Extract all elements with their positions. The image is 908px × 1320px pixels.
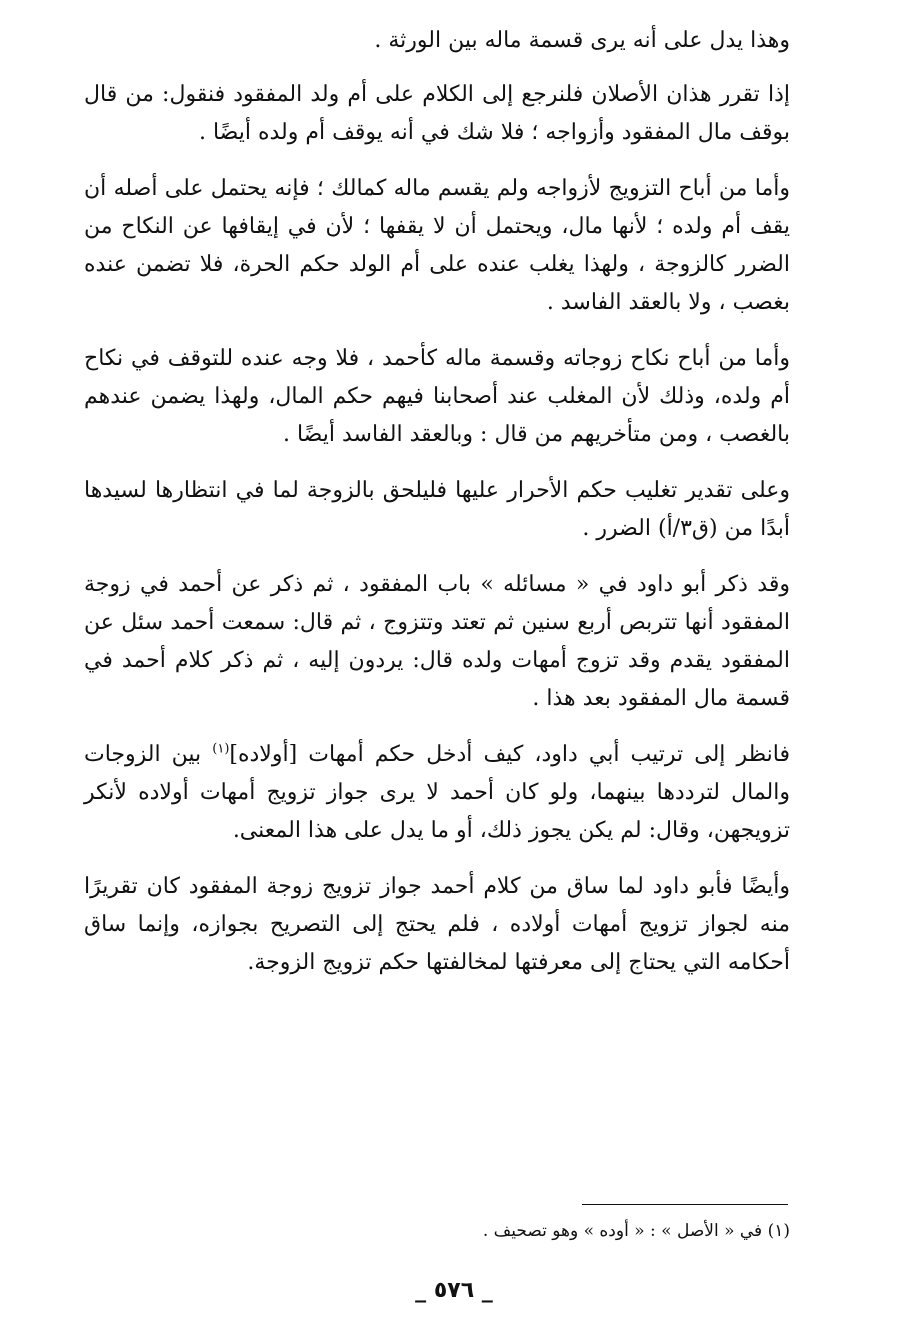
paragraph-1: وهذا يدل على أنه يرى قسمة ماله بين الورثة .: [374, 28, 790, 53]
footnote-reference: (١): [212, 741, 230, 757]
paragraph-7: [84, 736, 790, 850]
paragraph-8: وأيضًا فأبو داود لما ساق من كلام أحمد جواز تزويج زوجة المفقود كان تقريرًا منه لجواز تزويج أمهات أولاده ، فلم يحتج إلى التصريح بجوازه، وإنما ساق أحكامه التي يحتاج إلى معرفتها لمخالفتها حكم تزويج الزوجة.: [84, 874, 790, 975]
paragraph-5: وعلى تقدير تغليب حكم الأحرار عليها فليلحق بالزوجة لما في انتظارها لسيدها أبدًا من (ق٣/أ) الضرر .: [84, 478, 791, 541]
footnote-divider: [582, 1204, 788, 1205]
paragraph-3: وأما من أباح التزويج لأزواجه ولم يقسم ماله كمالك ؛ فإنه يحتمل على أصله أن يقف أم ولده ؛ لأنها مال، ويحتمل أن لا يقفها ؛ لأن في إيقافها عن النكاح من الضرر كالزوجة ، ولهذا يغلب عنده على أم الولد حكم الحرة، فلا تضمن عنده بغصب ، ولا بالعقد الفاسد .: [84, 176, 790, 315]
paragraph-2: إذا تقرر هذان الأصلان فلنرجع إلى الكلام على أم ولد المفقود فنقول: من قال بوقف مال المفقود وأزواجه ؛ فلا شك في أنه يوقف أم ولده أيضًا .: [84, 82, 790, 145]
footnote: (١) في « الأصل » : « أوده » وهو تصحيف .: [482, 1221, 790, 1241]
paragraph-6: وقد ذكر أبو داود في « مسائله » باب المفقود ، ثم ذكر عن أحمد في زوجة المفقود أنها تتربص أربع سنين ثم تعتد وتتزوج ، ثم قال: سمعت أحمد سئل عن المفقود يقدم وقد تزوج أمهات ولده قال: يردون إليه ، ثم ذكر كلام أحمد في قسمة مال المفقود بعد هذا .: [84, 572, 790, 711]
page-body: [84, 22, 790, 1000]
page-number: _ ٥٧٦ _: [415, 1278, 493, 1303]
paragraph-7-text-after: بين الزوجات والمال لترددها بينهما، ولو كان أحمد لا يرى جواز تزويج أمهات أولاده لأنكر تزويجهن، وقال: لم يكن يجوز ذلك، أو ما يدل على هذا المعنى.: [84, 742, 790, 843]
paragraph-4: وأما من أباح نكاح زوجاته وقسمة ماله كأحمد ، فلا وجه عنده للتوقف في نكاح أم ولده، وذلك لأن المغلب عند أصحابنا فيهم حكم المال، ولهذا يضمن عندهم بالغصب ، ومن متأخريهم من قال : وبالعقد الفاسد أيضًا .: [84, 346, 790, 447]
paragraph-7-text-before: فانظر إلى ترتيب أبي داود، كيف أدخل حكم أمهات [أولاده]: [229, 742, 790, 767]
